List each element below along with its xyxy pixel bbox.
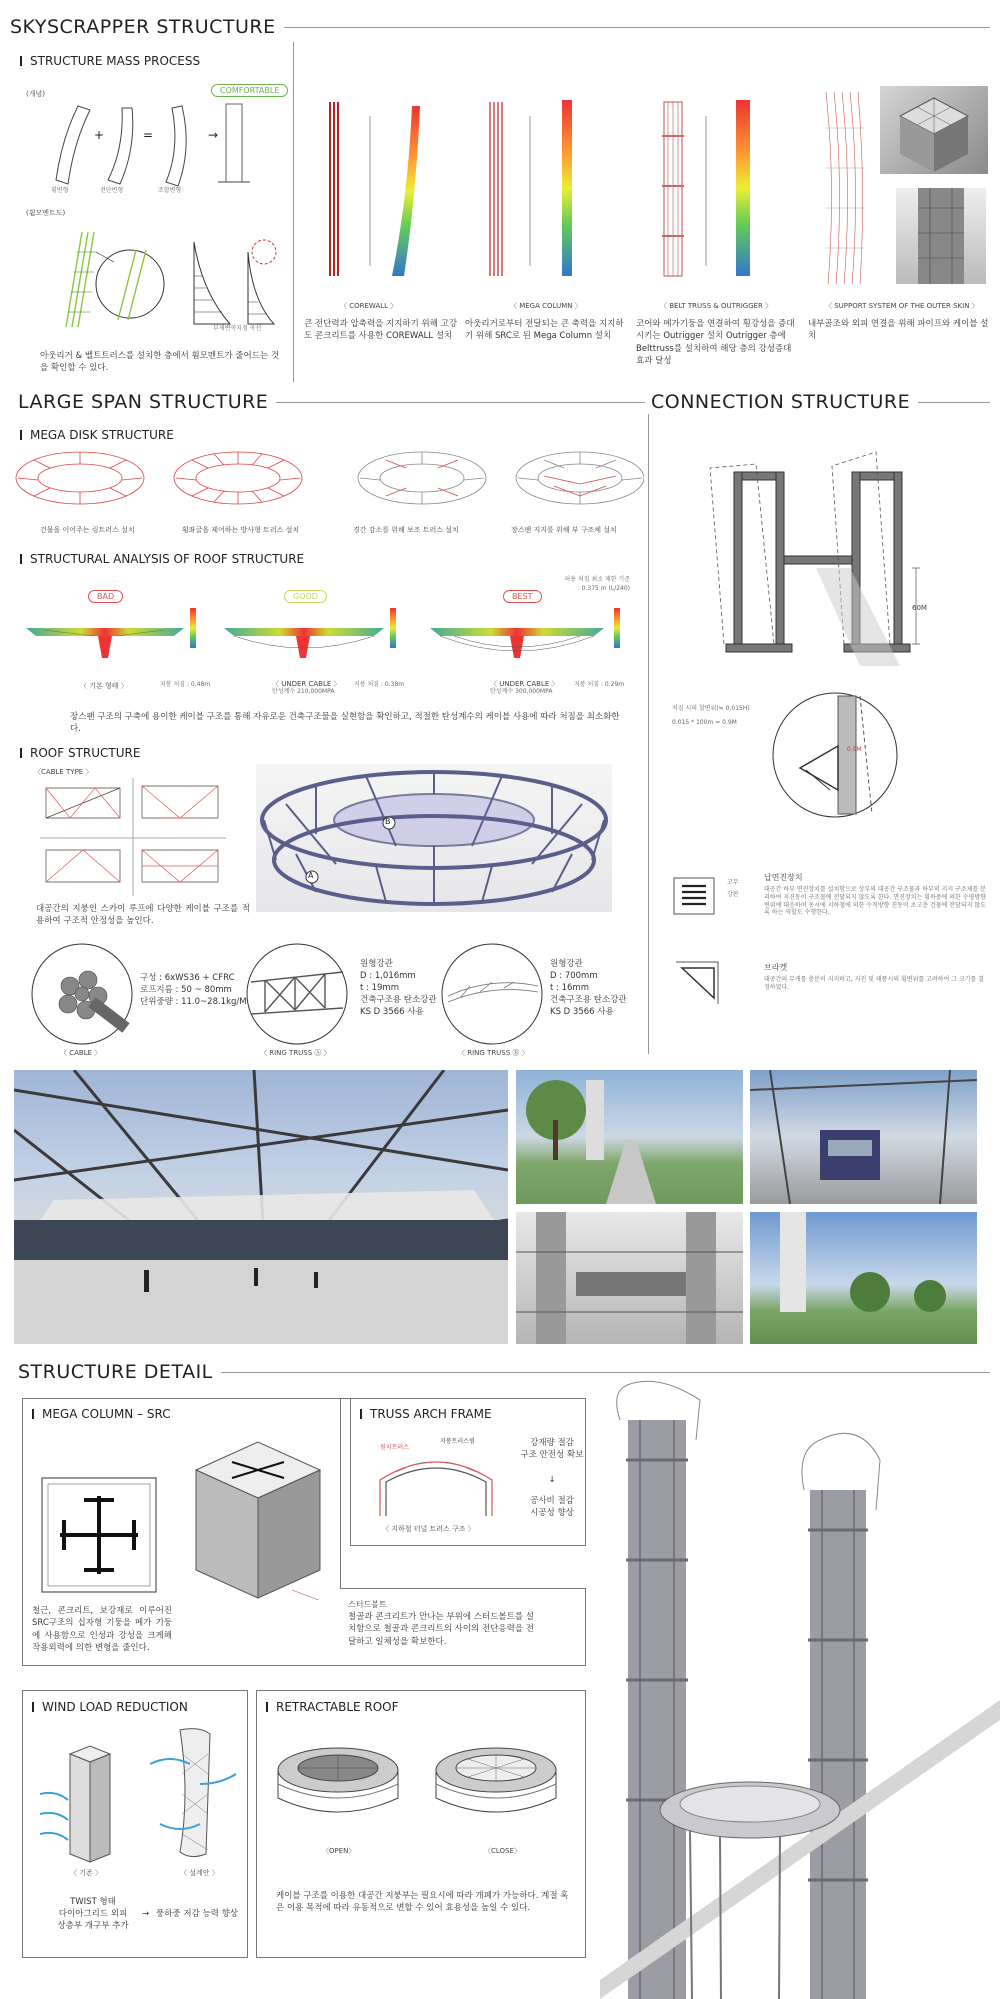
mega-column-iso <box>192 1440 324 1600</box>
mega-column-section <box>40 1476 158 1594</box>
outer-skin-diagram <box>820 88 880 288</box>
analysis-summary: 장스팬 구조의 구축에 용이한 케이블 구조를 통해 자유로운 건축구조물을 실현함을 확인하고, 적절한 탄성계수의 케이블 사용에 따라 처짐을 최소화한다. <box>70 712 620 735</box>
cable-type-diagrams <box>40 778 226 898</box>
truss-note1-line1: 강재량 절감 <box>530 1438 574 1448</box>
section-title-skyscraper: SKYSCRAPPER STRUCTURE <box>10 16 284 38</box>
bracket-desc: 대공간의 무게를 충분히 지지하고, 지진 및 태풍시의 횡변위를 고려하여 그 크기를 결정하였다. <box>764 976 984 991</box>
bearing-layer1: 고무 <box>727 879 739 886</box>
render-towers-elevation <box>600 1380 1000 1999</box>
case-best-caption: 〈 UNDER CABLE 〉 <box>490 680 559 688</box>
moment-note: 부재변곡지점 곡선 <box>213 325 262 332</box>
render-park-walkway <box>516 1070 743 1204</box>
wind-arrow: → <box>142 1909 150 1919</box>
belt-truss-diagram <box>656 96 766 286</box>
ring-a-caption: 〈 RING TRUSS Ⓐ 〉 <box>260 1049 331 1057</box>
case-good-caption: 〈 UNDER CABLE 〉 <box>272 680 341 688</box>
truss-note2-line1: 공사비 절감 <box>530 1496 574 1506</box>
cable-spec-1: 구성 : 6xWS36 + CFRC <box>140 973 235 983</box>
mega-column-caption: 〈 MEGA COLUMN 〉 <box>510 302 582 310</box>
wind-desc-line3: 상층부 개구부 추가 <box>57 1921 129 1931</box>
truss-arch-diagram <box>376 1450 496 1520</box>
ring-b-spec-1: 원형강관 <box>550 959 583 969</box>
disk-caption-4: 장스팬 지지를 위해 부 구조체 설치 <box>511 526 617 534</box>
disk-caption-3: 경간 감소를 위해 보조 트러스 설치 <box>353 526 459 534</box>
belt-truss-caption: 〈 BELT TRUSS & OUTRIGGER 〉 <box>660 302 773 310</box>
wind-result: 풍하중 저감 능력 향상 <box>156 1909 239 1919</box>
comfortable-tag: COMFORTABLE <box>211 84 288 97</box>
section-title-large-span: LARGE SPAN STRUCTURE <box>18 391 276 413</box>
case-best-deflect: 지붕 처짐 : 0.29m <box>574 681 625 688</box>
wind-before-label: 〈 기존 〉 <box>70 1869 102 1877</box>
roof-desc: 대공간의 지붕인 스카이 루프에 다양한 케이블 구조를 적용하여 구조적 안정성을 높인다. <box>36 904 250 927</box>
ring-b-caption: 〈 RING TRUSS Ⓑ 〉 <box>458 1049 529 1057</box>
mass-process-title: STRUCTURE MASS PROCESS <box>20 54 200 68</box>
op-equals: = <box>143 128 154 142</box>
truss-note1-line2: 구조 안전성 확보 <box>520 1450 584 1460</box>
bearing-layer2: 강판 <box>727 891 739 898</box>
cable-section-icon <box>30 942 134 1046</box>
bracket-title: 브라켓 <box>764 963 788 972</box>
ring-b-spec-5: KS D 3566 사용 <box>550 1007 614 1017</box>
mega-disk-title: MEGA DISK STRUCTURE <box>20 428 174 442</box>
roof-analysis-title: STRUCTURAL ANALYSIS OF ROOF STRUCTURE <box>20 552 304 566</box>
step2-label: 전단변형 <box>100 187 124 194</box>
disk-caption-1: 건물을 이어주는 링트러스 설치 <box>40 526 135 534</box>
mega-column-desc: 아웃리거로부터 전달되는 큰 축력을 지지하기 위해 SRC로 된 Mega Column 설치 <box>465 319 624 342</box>
mass-desc: 아웃리거 & 벨트트러스를 설치한 층에서 휨모멘트가 줄어드는 것을 확인할 수 있다. <box>40 351 280 374</box>
section-title-connection: CONNECTION STRUCTURE <box>651 391 918 413</box>
wind-after-label: 〈 설계안 〉 <box>180 1869 219 1877</box>
bracket-icon <box>672 958 722 1008</box>
outer-skin-caption: 〈 SUPPORT SYSTEM OF THE OUTER SKIN 〉 <box>825 302 979 310</box>
truss-note2-line2: 시공성 향상 <box>530 1508 574 1518</box>
truss-label-1: 원치트러스 <box>380 1444 409 1451</box>
truss-arch-title: TRUSS ARCH FRAME <box>360 1407 492 1421</box>
bearing-desc: 대공간 하부 면진장치를 설치함으로 상부의 대공간 구조물과 하부의 지지 구조체를 분리하여 지진동이 구조물에 전달되지 않도록 한다. 면진장치는 횡하중에 의한 수평방향 변위에 대응하며 동시에 지하철에 의한 수직방향 진동이 초고층 건물에 전달되지 않도록 하는 역할도 수행한다. <box>764 886 986 917</box>
retract-open-label: 〈OPEN〉 <box>322 1847 356 1855</box>
retract-desc: 케이블 구조를 이용한 대공간 지붕부는 필요시에 따라 개폐가 가능하다. 계절 혹은 이용 목적에 따라 유동적으로 변할 수 있어 효용성을 높일 수 있다. <box>276 1891 569 1914</box>
wind-load-diagram <box>40 1724 240 1864</box>
render-transit-station <box>750 1070 977 1204</box>
concept-label: (개념) <box>26 90 45 98</box>
step3-label: 조합변형 <box>158 187 182 194</box>
roof-structure-render <box>256 764 612 912</box>
connection-frame-diagram <box>700 448 930 678</box>
mass-concept-diagram <box>48 98 278 188</box>
op-plus: + <box>94 128 105 142</box>
ring-truss-b-icon <box>440 942 544 1046</box>
cable-spec-3: 단위중량 : 11.0~28.1kg/M <box>140 997 247 1007</box>
step1-label: 횡변형 <box>51 187 69 194</box>
ring-b-spec-4: 건축구조용 탄소강관 <box>550 995 627 1005</box>
disk-caption-2: 횡좌굴을 제어하는 방사형 트러스 설치 <box>182 526 300 534</box>
render-interior-roof <box>14 1070 508 1344</box>
moment-diagram <box>52 222 292 332</box>
retractable-roof-diagram <box>274 1740 574 1840</box>
case-best-sub: 탄성계수 300,000MPA <box>490 688 553 695</box>
stud-desc: 철골과 콘크리트가 만나는 부위에 스터드볼트를 설치함으로 철골과 콘크리트의 사이의 전단응력을 전달하고 일체성을 확보한다. <box>348 1612 534 1647</box>
truss-caption: 〈 지하철 터널 트러스 구조 〉 <box>382 1525 475 1533</box>
ring-b-spec-3: t : 16mm <box>550 983 589 993</box>
case-best-tag: BEST <box>503 590 542 603</box>
connection-detail-circle <box>770 690 900 820</box>
case-good-tag: GOOD <box>284 590 327 603</box>
calc-line2: 0.015 * 100m = 0.9M <box>672 719 737 726</box>
case-bad-caption: 〈 기본 형태 〉 <box>80 682 128 690</box>
moment-label: (휨모멘트도) <box>26 209 66 217</box>
truss-arrow: ↓ <box>548 1475 556 1485</box>
stud-title: 스터드볼트 <box>348 1600 387 1609</box>
belt-truss-desc: 코어와 메가기둥을 연결하여 횡강성을 증대시키는 Outrigger 설치 Outrigger 층에 Belttruss를 설치하여 해당 층의 강성증대 효과 달성 <box>636 319 795 366</box>
ring-a-spec-5: KS D 3566 사용 <box>360 1007 424 1017</box>
cable-caption: 〈 CABLE 〉 <box>60 1049 102 1057</box>
bearing-title: 납면진장치 <box>764 873 803 882</box>
case-bad-tag: BAD <box>88 590 123 603</box>
case-bad-deflect: 지붕 처짐 : 0.48m <box>160 681 211 688</box>
truss-label-2: 지붕트러스빔 <box>440 1438 475 1445</box>
mega-column-title: MEGA COLUMN – SRC <box>32 1407 171 1421</box>
case-good-sub: 탄성계수 210,000MPA <box>272 688 335 695</box>
ring-a-spec-1: 원형강관 <box>360 959 393 969</box>
section-title-detail: STRUCTURE DETAIL <box>18 1361 221 1383</box>
connection-detail-label: 0.9M <box>847 746 862 753</box>
cable-type-label: 〈CABLE TYPE 〉 <box>34 768 93 776</box>
ring-truss-a-icon <box>245 942 349 1046</box>
marker-a: A <box>308 871 314 880</box>
outer-skin-render-top <box>880 86 988 174</box>
roof-structure-title: ROOF STRUCTURE <box>20 746 140 760</box>
cable-spec-2: 로프지름 : 50 ~ 80mm <box>140 985 232 995</box>
mega-column-diagram <box>482 96 592 286</box>
criteria-line1: 허용 처짐 최소 제한 기준 <box>564 576 630 583</box>
mega-column-desc: 철근, 콘크리트, 보강재로 이루어진 SRC구조의 십자형 기둥을 메가 기둥에 사용함으로 인성과 강성을 크게해 작용외력에 의한 변형을 줄인다. <box>32 1606 172 1653</box>
calc-line1: 처짐 시의 할변위(≒ 0.015H) <box>672 705 750 712</box>
op-arrow: → <box>208 128 219 142</box>
bearing-icon <box>672 876 716 916</box>
corewall-caption: 〈 COREWALL 〉 <box>340 302 398 310</box>
ring-a-spec-2: D : 1,016mm <box>360 971 416 981</box>
corewall-desc: 큰 전단력과 압축력을 지지하기 위해 고강도 콘크리트를 사용한 COREWALL 설치 <box>304 319 458 342</box>
wind-load-title: WIND LOAD REDUCTION <box>32 1700 188 1714</box>
wind-desc-line1: TWIST 형태 <box>70 1897 116 1907</box>
roof-analysis-diagrams <box>24 600 644 675</box>
wind-desc-line2: 다이아그리드 외피 <box>58 1909 128 1919</box>
mega-disk-diagrams <box>14 446 644 516</box>
marker-b: B <box>385 817 391 826</box>
ring-b-spec-2: D : 700mm <box>550 971 598 981</box>
render-structure-section <box>516 1212 743 1344</box>
criteria-line2: : 0.375 m (L/240) <box>577 585 630 592</box>
ring-a-spec-4: 건축구조용 탄소강관 <box>360 995 437 1005</box>
ring-a-spec-3: t : 19mm <box>360 983 399 993</box>
outer-skin-render-bottom <box>896 188 986 284</box>
outer-skin-desc: 내부골조와 외피 연결을 위해 파이프와 케이블 설치 <box>808 319 989 342</box>
case-good-deflect: 지붕 처짐 : 0.38m <box>354 681 405 688</box>
connection-height-label: 60M <box>912 604 927 612</box>
retractable-roof-title: RETRACTABLE ROOF <box>266 1700 399 1714</box>
corewall-diagram <box>320 96 440 286</box>
render-tower-park <box>750 1212 977 1344</box>
retract-close-label: 〈CLOSE〉 <box>484 1847 521 1855</box>
